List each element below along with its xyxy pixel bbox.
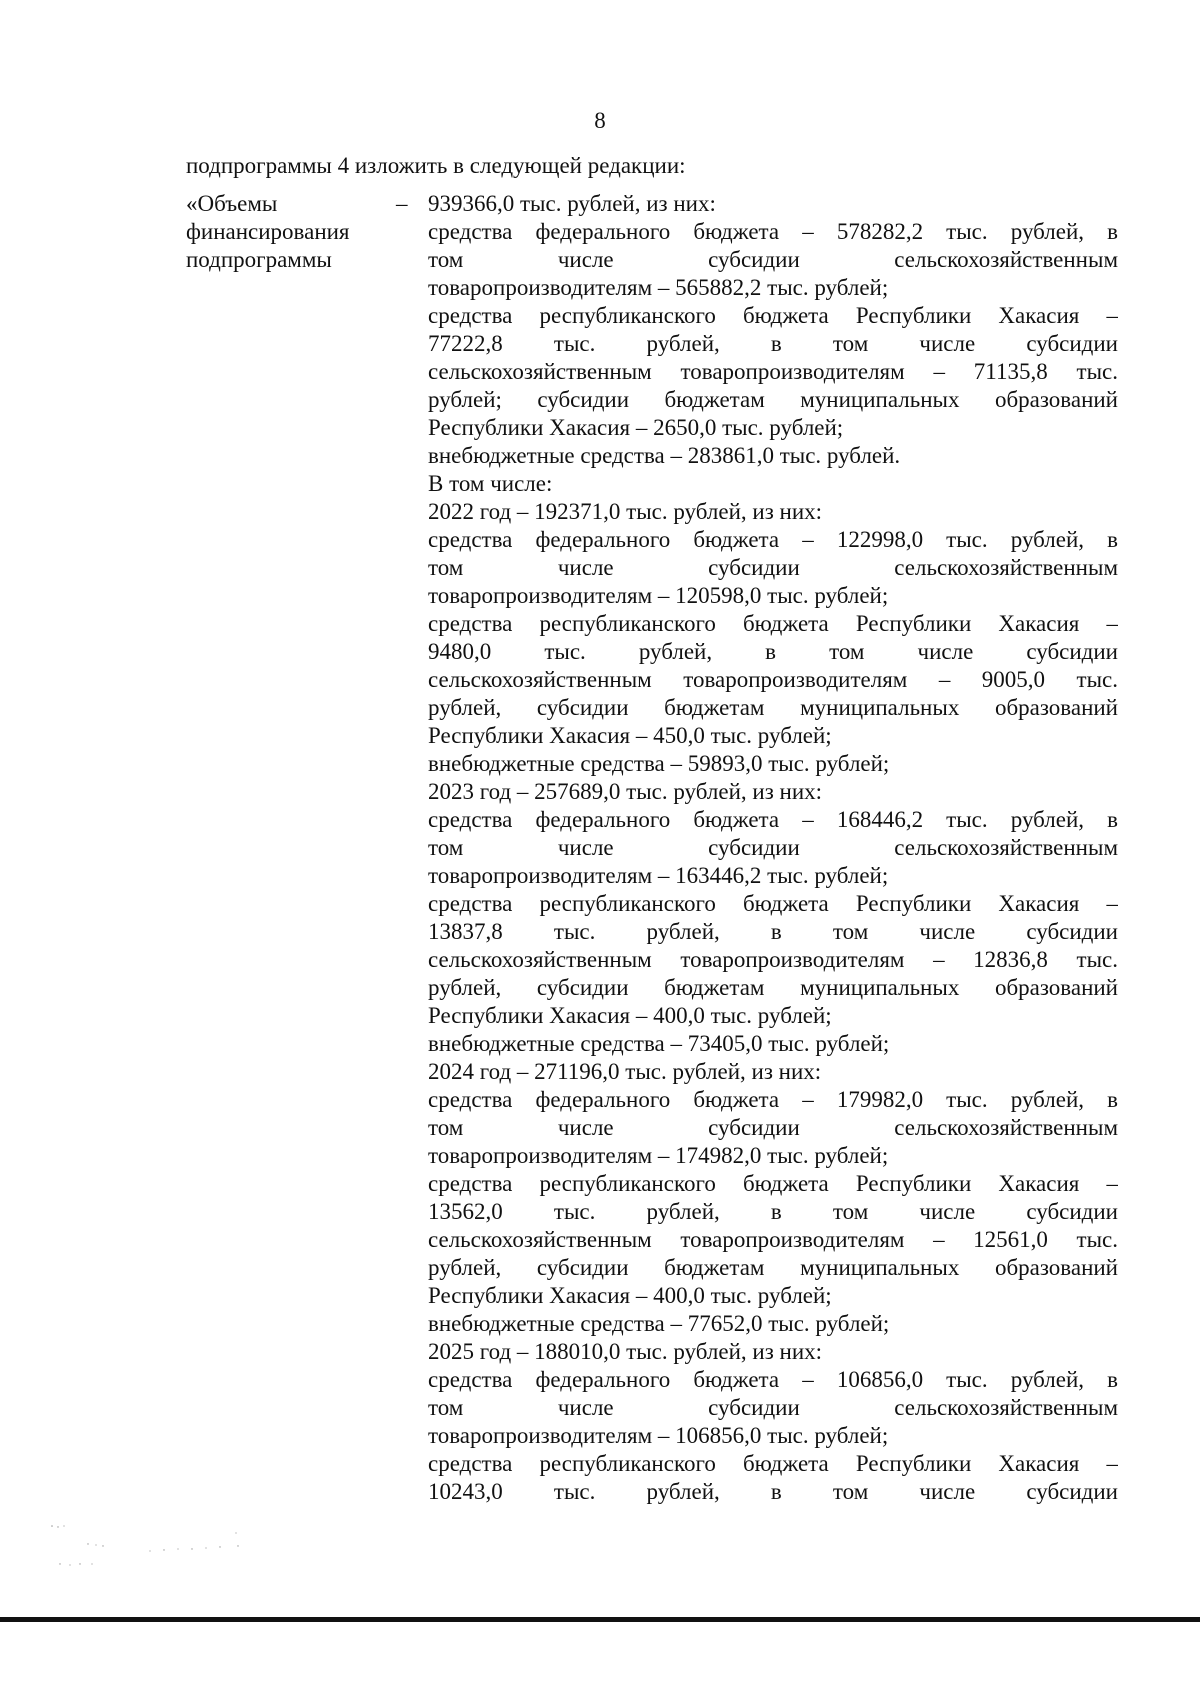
text-line: Республики Хакасия – 450,0 тыс. рублей; [428,723,832,748]
text-line: рублей, субсидии бюджетам муниципальных образований [428,1255,1118,1280]
text-line: товаропроизводителям – 163446,2 тыс. рублей; [428,863,889,888]
bottom-border-line [0,1617,1200,1622]
text-line: средства республиканского бюджета Республики Хакасия – [428,1171,1118,1196]
text-line: том числе субсидии сельскохозяйственным [428,835,1118,860]
text-line: том числе субсидии сельскохозяйственным [428,1115,1118,1140]
page-number: 8 [594,108,606,133]
text-line: 9480,0 тыс. рублей, в том числе субсидии [428,639,1118,664]
text-line: рублей, субсидии бюджетам муниципальных образований [428,695,1118,720]
text-line: 10243,0 тыс. рублей, в том числе субсидии [428,1479,1118,1504]
text-line: 939366,0 тыс. рублей, из них: [428,191,716,216]
text-line: В том числе: [428,471,553,496]
text-line: товаропроизводителям – 120598,0 тыс. рублей; [428,583,889,608]
text-line: 2023 год – 257689,0 тыс. рублей, из них: [428,779,823,804]
text-line: сельскохозяйственным товаропроизводителям – 71135,8 тыс. [428,359,1118,384]
text-line: сельскохозяйственным товаропроизводителям – 9005,0 тыс. [428,667,1118,692]
scan-noise [40,1518,280,1578]
text-line: средства республиканского бюджета Республики Хакасия – [428,303,1118,328]
text-line: 2024 год – 271196,0 тыс. рублей, из них: [428,1059,822,1084]
text-line: средства федерального бюджета – 578282,2 тыс. рублей, в [428,219,1118,244]
text-line: Республики Хакасия – 2650,0 тыс. рублей; [428,415,844,440]
text-line: рублей, субсидии бюджетам муниципальных образований [428,975,1118,1000]
financing-text [428,190,1118,1506]
row-label-line: «Объемы [186,191,278,216]
text-line: средства республиканского бюджета Республики Хакасия – [428,891,1118,916]
text-line: средства федерального бюджета – 168446,2 тыс. рублей, в [428,807,1118,832]
text-line: том числе субсидии сельскохозяйственным [428,555,1118,580]
text-line: 2025 год – 188010,0 тыс. рублей, из них: [428,1339,823,1364]
text-line: внебюджетные средства – 59893,0 тыс. рублей; [428,751,890,776]
text-line: средства федерального бюджета – 179982,0 тыс. рублей, в [428,1087,1118,1112]
text-line: Республики Хакасия – 400,0 тыс. рублей; [428,1003,832,1028]
text-line: рублей; субсидии бюджетам муниципальных образований [428,387,1118,412]
text-line: 77222,8 тыс. рублей, в том числе субсидии [428,331,1118,356]
text-line: товаропроизводителям – 106856,0 тыс. рублей; [428,1423,889,1448]
text-line: сельскохозяйственным товаропроизводителям – 12836,8 тыс. [428,947,1118,972]
row-label-line: финансирования [186,219,350,244]
text-line: внебюджетные средства – 77652,0 тыс. рублей; [428,1311,890,1336]
text-line: средства федерального бюджета – 122998,0 тыс. рублей, в [428,527,1118,552]
text-line: внебюджетные средства – 283861,0 тыс. рублей. [428,443,901,468]
text-line: внебюджетные средства – 73405,0 тыс. рублей; [428,1031,890,1056]
row-dash: – [396,191,408,216]
row-label-line: подпрограммы [186,247,332,272]
text-line: товаропроизводителям – 565882,2 тыс. рублей; [428,275,889,300]
intro-text: подпрограммы 4 изложить в следующей редакции: [186,153,686,178]
text-line: сельскохозяйственным товаропроизводителям – 12561,0 тыс. [428,1227,1118,1252]
text-line: 13562,0 тыс. рублей, в том числе субсидии [428,1199,1118,1224]
text-line: средства республиканского бюджета Республики Хакасия – [428,611,1118,636]
text-line: Республики Хакасия – 400,0 тыс. рублей; [428,1283,832,1308]
text-line: 2022 год – 192371,0 тыс. рублей, из них: [428,499,823,524]
text-line: средства республиканского бюджета Республики Хакасия – [428,1451,1118,1476]
text-line: товаропроизводителям – 174982,0 тыс. рублей; [428,1143,889,1168]
text-line: средства федерального бюджета – 106856,0 тыс. рублей, в [428,1367,1118,1392]
row-label [186,190,386,274]
text-line: 13837,8 тыс. рублей, в том числе субсидии [428,919,1118,944]
text-line: том числе субсидии сельскохозяйственным [428,247,1118,272]
text-line: том числе субсидии сельскохозяйственным [428,1395,1118,1420]
